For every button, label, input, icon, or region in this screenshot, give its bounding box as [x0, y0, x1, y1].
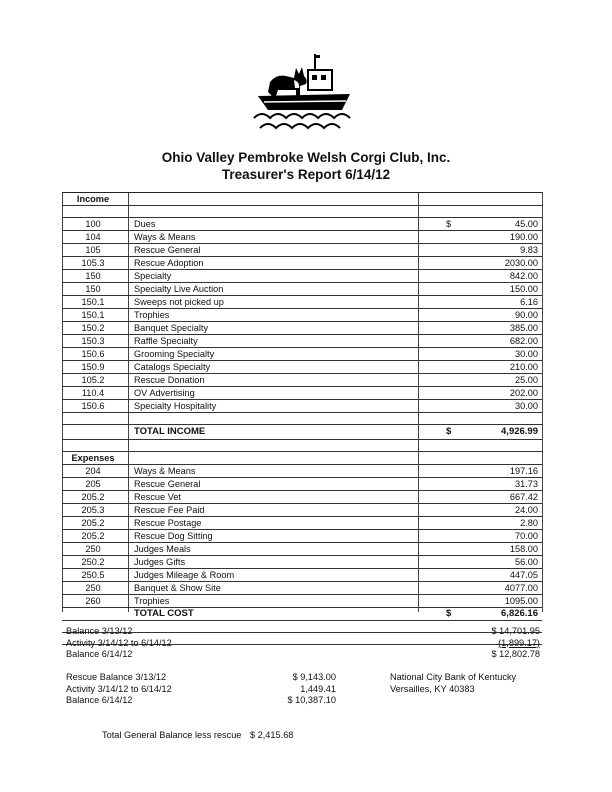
income-desc: Sweeps not picked up [134, 297, 224, 307]
income-code: 150.6 [81, 349, 105, 359]
spacer-row [62, 206, 542, 218]
ledger-right-rule [542, 192, 543, 612]
expenses-desc: Trophies [134, 596, 170, 606]
expenses-desc: Judges Meals [134, 544, 191, 554]
expenses-amount: 447.05 [509, 570, 538, 580]
income-rows [62, 218, 542, 413]
income-row [62, 322, 542, 335]
income-code: 150.2 [81, 323, 105, 333]
income-code: 150.3 [81, 336, 105, 346]
report-title: Treasurer's Report 6/14/12 [221, 167, 391, 182]
income-amount: 2030.00 [504, 258, 538, 268]
income-amount: 6.16 [520, 297, 538, 307]
expenses-code: 250.2 [81, 557, 105, 567]
expenses-desc: Rescue Fee Paid [134, 505, 205, 515]
expenses-code: 205 [85, 479, 101, 489]
income-code: 104 [85, 232, 101, 242]
expenses-row [62, 530, 542, 543]
income-code: 105.2 [81, 375, 105, 385]
expenses-code: 205.2 [81, 531, 105, 541]
expenses-row [62, 491, 542, 504]
income-amount: 842.00 [509, 271, 538, 281]
income-amount: 190.00 [509, 232, 538, 242]
expenses-amount: 4077.00 [504, 583, 538, 593]
expenses-desc: Rescue Dog Sitting [134, 531, 213, 541]
expenses-row [62, 465, 542, 478]
income-amount: 202.00 [509, 388, 538, 398]
income-desc: Catalogs Specialty [134, 362, 211, 372]
income-desc: Raffle Specialty [134, 336, 198, 346]
bank-info [390, 672, 516, 695]
expenses-amount: 24.00 [515, 505, 538, 515]
income-desc: Grooming Specialty [134, 349, 215, 359]
rescue-activity-value: 1,449.41 [300, 683, 336, 694]
income-row [62, 231, 542, 244]
bank-address: Versailles, KY 40383 [390, 683, 475, 694]
rescue-activity-label: Activity 3/14/12 to 6/14/12 [66, 683, 172, 694]
expenses-row [62, 517, 542, 530]
total-cost-row [62, 608, 542, 621]
expenses-desc: Judges Mileage & Room [134, 570, 235, 580]
income-code: 150 [85, 284, 101, 294]
income-desc: Ways & Means [134, 232, 196, 242]
spacer-row [62, 440, 542, 452]
income-desc: Specialty [134, 271, 172, 281]
income-amount: 9.83 [520, 245, 538, 255]
expenses-code: 205.3 [81, 505, 105, 515]
income-code: 110.4 [81, 388, 105, 398]
less-rescue-value: $ 2,415.68 [249, 730, 294, 740]
expense-rows [62, 465, 542, 608]
general-end-balance-label: Balance 6/14/12 [66, 649, 133, 659]
income-row [62, 270, 542, 283]
expenses-header-row [62, 452, 542, 465]
income-amount: 210.00 [509, 362, 538, 372]
spacer-row [62, 413, 542, 425]
income-code: 105 [85, 245, 101, 255]
income-amount: 90.00 [515, 310, 538, 320]
expenses-row [62, 504, 542, 517]
total-cost-currency: $ [446, 608, 452, 619]
total-income-label: TOTAL INCOME [134, 426, 206, 437]
total-income-amount: 4,926.99 [501, 426, 538, 437]
income-desc: Specialty Live Auction [134, 284, 224, 294]
income-amount: 30.00 [515, 401, 538, 411]
org-name: Ohio Valley Pembroke Welsh Corgi Club, Inc. [161, 150, 451, 165]
expenses-row [62, 595, 542, 608]
expenses-amount: 1095.00 [504, 596, 538, 606]
expenses-desc: Banquet & Show Site [134, 583, 221, 593]
total-cost-amount: 6,826.16 [501, 608, 538, 619]
income-row [62, 296, 542, 309]
income-desc: Banquet Specialty [134, 323, 209, 333]
income-code: 150.9 [81, 362, 105, 372]
income-amount: 45.00 [515, 219, 538, 229]
rescue-balance-label: Rescue Balance 3/13/12 [66, 672, 167, 682]
income-amount: 150.00 [509, 284, 538, 294]
club-logo-corgi-boat [250, 52, 360, 138]
income-row [62, 348, 542, 361]
expenses-amount: 197.16 [509, 466, 538, 476]
total-cost-label: TOTAL COST [134, 608, 194, 619]
expenses-amount: 70.00 [515, 531, 538, 541]
income-row [62, 309, 542, 322]
income-code: 150.1 [81, 310, 105, 320]
expenses-desc: Judges Gifts [134, 557, 186, 567]
income-row [62, 283, 542, 296]
income-code: 105.3 [81, 258, 105, 268]
ledger-table [62, 192, 542, 645]
income-row [62, 335, 542, 348]
less-rescue-label: Total General Balance less rescue [102, 730, 242, 740]
expenses-desc: Rescue Vet [134, 492, 181, 502]
income-row [62, 387, 542, 400]
expenses-desc: Ways & Means [134, 466, 196, 476]
expenses-code: 205.2 [81, 492, 105, 502]
expenses-code: 250 [85, 583, 101, 593]
income-amount: 30.00 [515, 349, 538, 359]
expenses-row [62, 543, 542, 556]
total-income-currency: $ [446, 426, 452, 437]
expenses-code: 260 [85, 596, 101, 606]
income-desc: Trophies [134, 310, 170, 320]
expenses-desc: Rescue Postage [134, 518, 202, 528]
income-row [62, 361, 542, 374]
income-code: 150 [85, 271, 101, 281]
expenses-desc: Rescue General [134, 479, 201, 489]
expenses-row [62, 569, 542, 582]
general-end-balance-value: $ 12,802.78 [491, 649, 540, 659]
expenses-amount: 2.80 [520, 518, 538, 528]
rescue-balance-value: $ 9,143.00 [292, 672, 336, 682]
income-desc: Rescue General [134, 245, 201, 255]
income-code: 150.1 [81, 297, 105, 307]
expenses-amount: 667.42 [509, 492, 538, 502]
rescue-end-balance-value: $ 10,387.10 [287, 695, 336, 705]
income-desc: Dues [134, 219, 156, 229]
income-currency: $ [446, 219, 452, 229]
general-activity-label: Activity 3/14/12 to 6/14/12 [66, 637, 172, 648]
income-section-label: Income [76, 194, 110, 204]
expenses-amount: 31.73 [515, 479, 538, 489]
expenses-amount: 158.00 [509, 544, 538, 554]
general-balance-values [440, 626, 540, 661]
income-desc: Rescue Adoption [134, 258, 204, 268]
expenses-row [62, 478, 542, 491]
rescue-balance-labels [66, 672, 172, 707]
income-code: 150.6 [81, 401, 105, 411]
general-balance-labels [66, 626, 172, 661]
rescue-balance-values [264, 672, 336, 707]
bank-name: National City Bank of Kentucky [390, 672, 517, 682]
expenses-row [62, 556, 542, 569]
expenses-amount: 56.00 [515, 557, 538, 567]
expenses-code: 205.2 [81, 518, 105, 528]
less-rescue-line [102, 730, 293, 742]
income-amount: 25.00 [515, 375, 538, 385]
income-row [62, 257, 542, 270]
expenses-row [62, 582, 542, 595]
total-income-row [62, 425, 542, 440]
income-code: 100 [85, 219, 101, 229]
income-row [62, 374, 542, 387]
rescue-end-balance-label: Balance 6/14/12 [66, 695, 133, 705]
income-row [62, 218, 542, 231]
income-amount: 385.00 [509, 323, 538, 333]
general-activity-value: (1,899.17) [498, 637, 540, 648]
expenses-code: 250.5 [81, 570, 105, 580]
income-row [62, 244, 542, 257]
expenses-code: 250 [85, 544, 101, 554]
expenses-section-label: Expenses [71, 453, 115, 463]
expenses-code: 204 [85, 466, 101, 476]
income-header-row [62, 193, 542, 206]
general-balance-label: Balance 3/13/12 [66, 626, 133, 636]
income-row [62, 400, 542, 413]
general-balance-value: $ 14,701.95 [491, 626, 540, 636]
income-desc: Rescue Donation [134, 375, 205, 385]
income-desc: Specialty Hospitality [134, 401, 217, 411]
income-desc: OV Advertising [134, 388, 195, 398]
income-amount: 682.00 [509, 336, 538, 346]
